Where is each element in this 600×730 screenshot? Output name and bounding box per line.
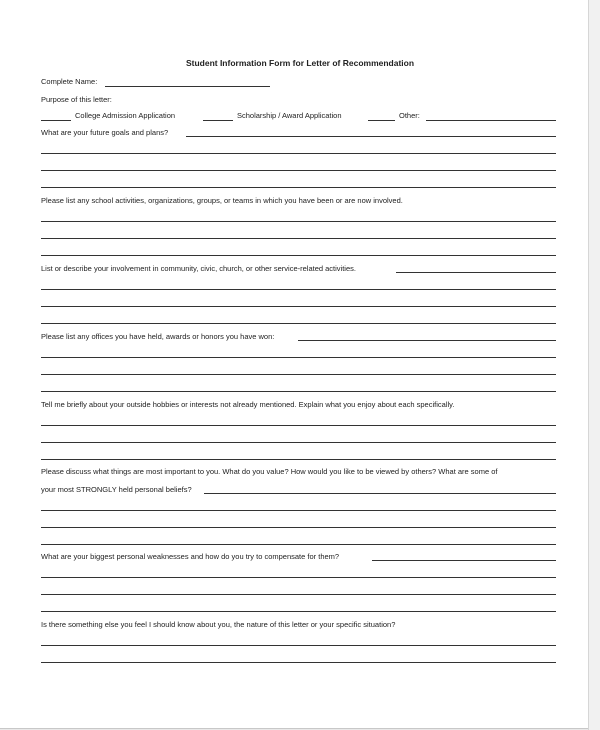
answer-line[interactable] xyxy=(41,323,556,324)
answer-line[interactable] xyxy=(41,289,556,290)
question-offices-awards: Please list any offices you have held, awards or honors you have won: xyxy=(41,332,275,341)
answer-line[interactable] xyxy=(41,577,556,578)
scholarship-option-label: Scholarship / Award Application xyxy=(237,111,342,120)
answer-line[interactable] xyxy=(41,391,556,392)
answer-line[interactable] xyxy=(41,611,556,612)
answer-line[interactable] xyxy=(41,662,556,663)
question-values-line1: Please discuss what things are most important to you. What do you value? How would you like to be viewed by others? What are some of xyxy=(41,467,498,476)
complete-name-label: Complete Name: xyxy=(41,77,98,86)
question-weaknesses: What are your biggest personal weaknesses and how do you try to compensate for them? xyxy=(41,552,340,561)
answer-line[interactable] xyxy=(298,340,556,341)
college-option-line[interactable] xyxy=(41,120,71,121)
answer-line[interactable] xyxy=(372,560,556,561)
answer-line[interactable] xyxy=(41,527,556,528)
answer-line[interactable] xyxy=(41,357,556,358)
question-hobbies: Tell me briefly about your outside hobbies or interests not already mentioned. Explain what you enjoy about each specifically. xyxy=(41,400,455,409)
answer-line[interactable] xyxy=(41,374,556,375)
scrollbar[interactable] xyxy=(588,0,600,730)
question-future-goals: What are your future goals and plans? xyxy=(41,128,169,137)
college-option-label: College Admission Application xyxy=(75,111,176,120)
answer-line[interactable] xyxy=(41,306,556,307)
question-community-involvement: List or describe your involvement in community, civic, church, or other service-related activities. xyxy=(41,264,356,273)
answer-line[interactable] xyxy=(41,594,556,595)
answer-line[interactable] xyxy=(204,493,556,494)
answer-line[interactable] xyxy=(41,170,556,171)
answer-line[interactable] xyxy=(41,510,556,511)
other-option-label: Other: xyxy=(399,111,420,120)
question-anything-else: Is there something else you feel I should know about you, the nature of this letter or your specific situation? xyxy=(41,620,396,629)
other-fill-line[interactable] xyxy=(426,120,556,121)
scholarship-option-line[interactable] xyxy=(203,120,233,121)
answer-line[interactable] xyxy=(41,221,556,222)
answer-line[interactable] xyxy=(186,136,556,137)
answer-line[interactable] xyxy=(41,255,556,256)
answer-line[interactable] xyxy=(41,425,556,426)
answer-line[interactable] xyxy=(41,544,556,545)
answer-line[interactable] xyxy=(41,442,556,443)
answer-line[interactable] xyxy=(41,153,556,154)
complete-name-line[interactable] xyxy=(105,86,270,87)
form-title: Student Information Form for Letter of Recommendation xyxy=(185,58,415,68)
question-values-line2: your most STRONGLY held personal beliefs? xyxy=(41,485,192,494)
answer-line[interactable] xyxy=(396,272,556,273)
question-school-activities: Please list any school activities, organizations, groups, or teams in which you have been or are now involved. xyxy=(41,196,403,205)
answer-line[interactable] xyxy=(41,187,556,188)
other-option-line[interactable] xyxy=(368,120,395,121)
answer-line[interactable] xyxy=(41,459,556,460)
answer-line[interactable] xyxy=(41,645,556,646)
answer-line[interactable] xyxy=(41,238,556,239)
purpose-label: Purpose of this letter: xyxy=(41,95,112,104)
